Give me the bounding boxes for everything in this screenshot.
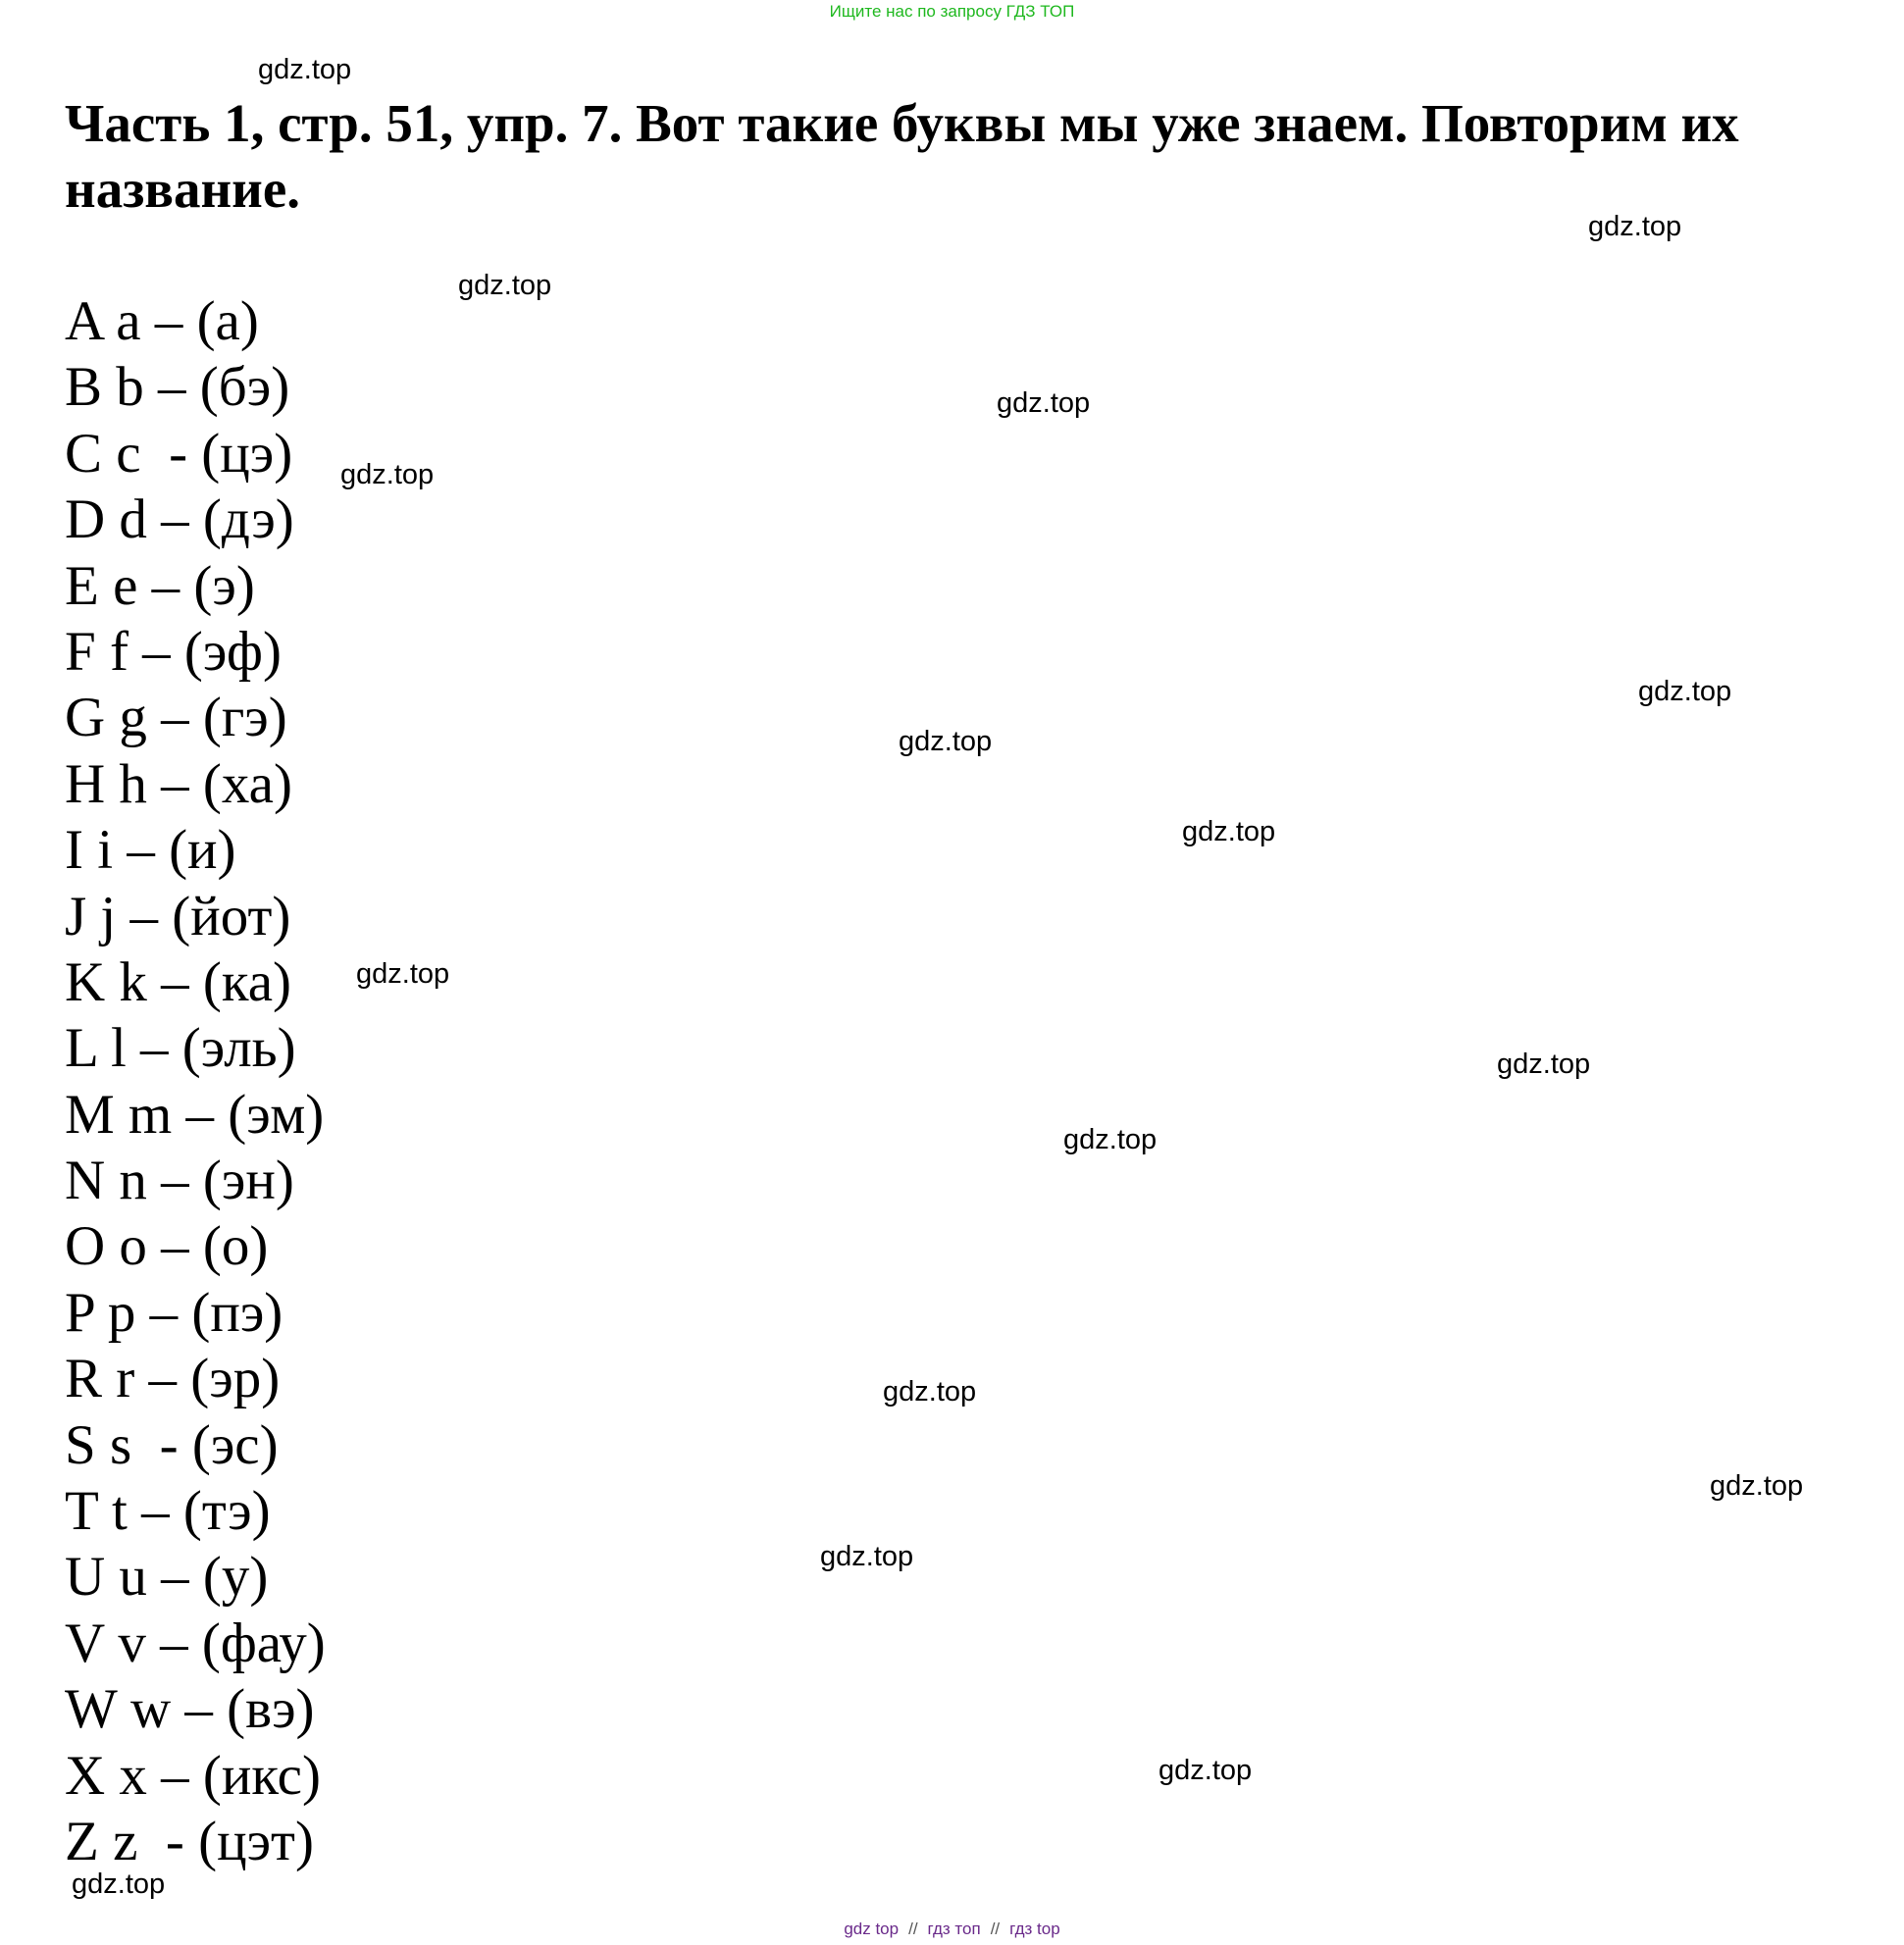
- list-item: X x – (икс): [65, 1744, 321, 1807]
- letter-list: [65, 288, 326, 1874]
- list-item: S s - (эс): [65, 1413, 279, 1476]
- list-item: P p – (пэ): [65, 1281, 283, 1344]
- list-item: I i – (и): [65, 819, 236, 882]
- watermark-text: gdz.top: [1158, 1755, 1253, 1786]
- list-item: M m – (эм): [65, 1083, 325, 1146]
- watermark-text: gdz.top: [1710, 1470, 1804, 1502]
- footer-separator: //: [908, 1919, 918, 1938]
- watermark-text: gdz.top: [356, 958, 450, 990]
- list-item: K k – (ка): [65, 950, 292, 1013]
- watermark-text: gdz.top: [1638, 676, 1732, 707]
- watermark-text: gdz.top: [340, 459, 435, 490]
- list-item: F f – (эф): [65, 620, 282, 683]
- watermark-text: gdz.top: [72, 1868, 166, 1900]
- watermark-text: gdz.top: [899, 726, 993, 757]
- watermark-text: gdz.top: [258, 54, 352, 85]
- page-title: Часть 1, стр. 51, упр. 7. Вот такие буквы мы уже знаем. Повторим их название.: [65, 93, 1739, 219]
- list-item: R r – (эр): [65, 1348, 281, 1410]
- list-item: W w – (вэ): [65, 1678, 315, 1741]
- list-item: E e – (э): [65, 554, 255, 617]
- watermark-text: gdz.top: [997, 387, 1091, 419]
- watermark-text: gdz.top: [820, 1541, 914, 1572]
- footer-links: [0, 1918, 1904, 1941]
- watermark-text: gdz.top: [1063, 1124, 1158, 1155]
- watermark-text: gdz.top: [883, 1376, 977, 1408]
- list-item: L l – (эль): [65, 1017, 296, 1080]
- list-item: G g – (гэ): [65, 687, 287, 749]
- list-item: C c - (цэ): [65, 422, 293, 485]
- list-item: O o – (о): [65, 1215, 269, 1278]
- top-banner-text[interactable]: Ищите нас по запросу ГДЗ ТОП: [829, 2, 1075, 21]
- watermark-text: gdz.top: [1497, 1049, 1591, 1080]
- list-item: B b – (бэ): [65, 356, 290, 419]
- watermark-text: gdz.top: [1588, 211, 1682, 242]
- footer-link[interactable]: гдз top: [1009, 1919, 1060, 1938]
- list-item: Z z - (цэт): [65, 1810, 314, 1872]
- list-item: H h – (ха): [65, 752, 292, 815]
- list-item: U u – (у): [65, 1546, 269, 1609]
- footer-link[interactable]: гдз топ: [927, 1919, 981, 1938]
- list-item: D d – (дэ): [65, 488, 294, 551]
- list-item: A a – (а): [65, 290, 259, 352]
- list-item: V v – (фау): [65, 1612, 326, 1674]
- top-banner[interactable]: [0, 0, 1904, 24]
- footer-link[interactable]: gdz top: [844, 1919, 900, 1938]
- list-item: N n – (эн): [65, 1150, 294, 1212]
- footer-separator: //: [990, 1919, 1001, 1938]
- list-item: J j – (йот): [65, 885, 291, 947]
- watermark-text: gdz.top: [458, 270, 552, 301]
- watermark-text: gdz.top: [1182, 816, 1276, 847]
- list-item: T t – (тэ): [65, 1480, 271, 1543]
